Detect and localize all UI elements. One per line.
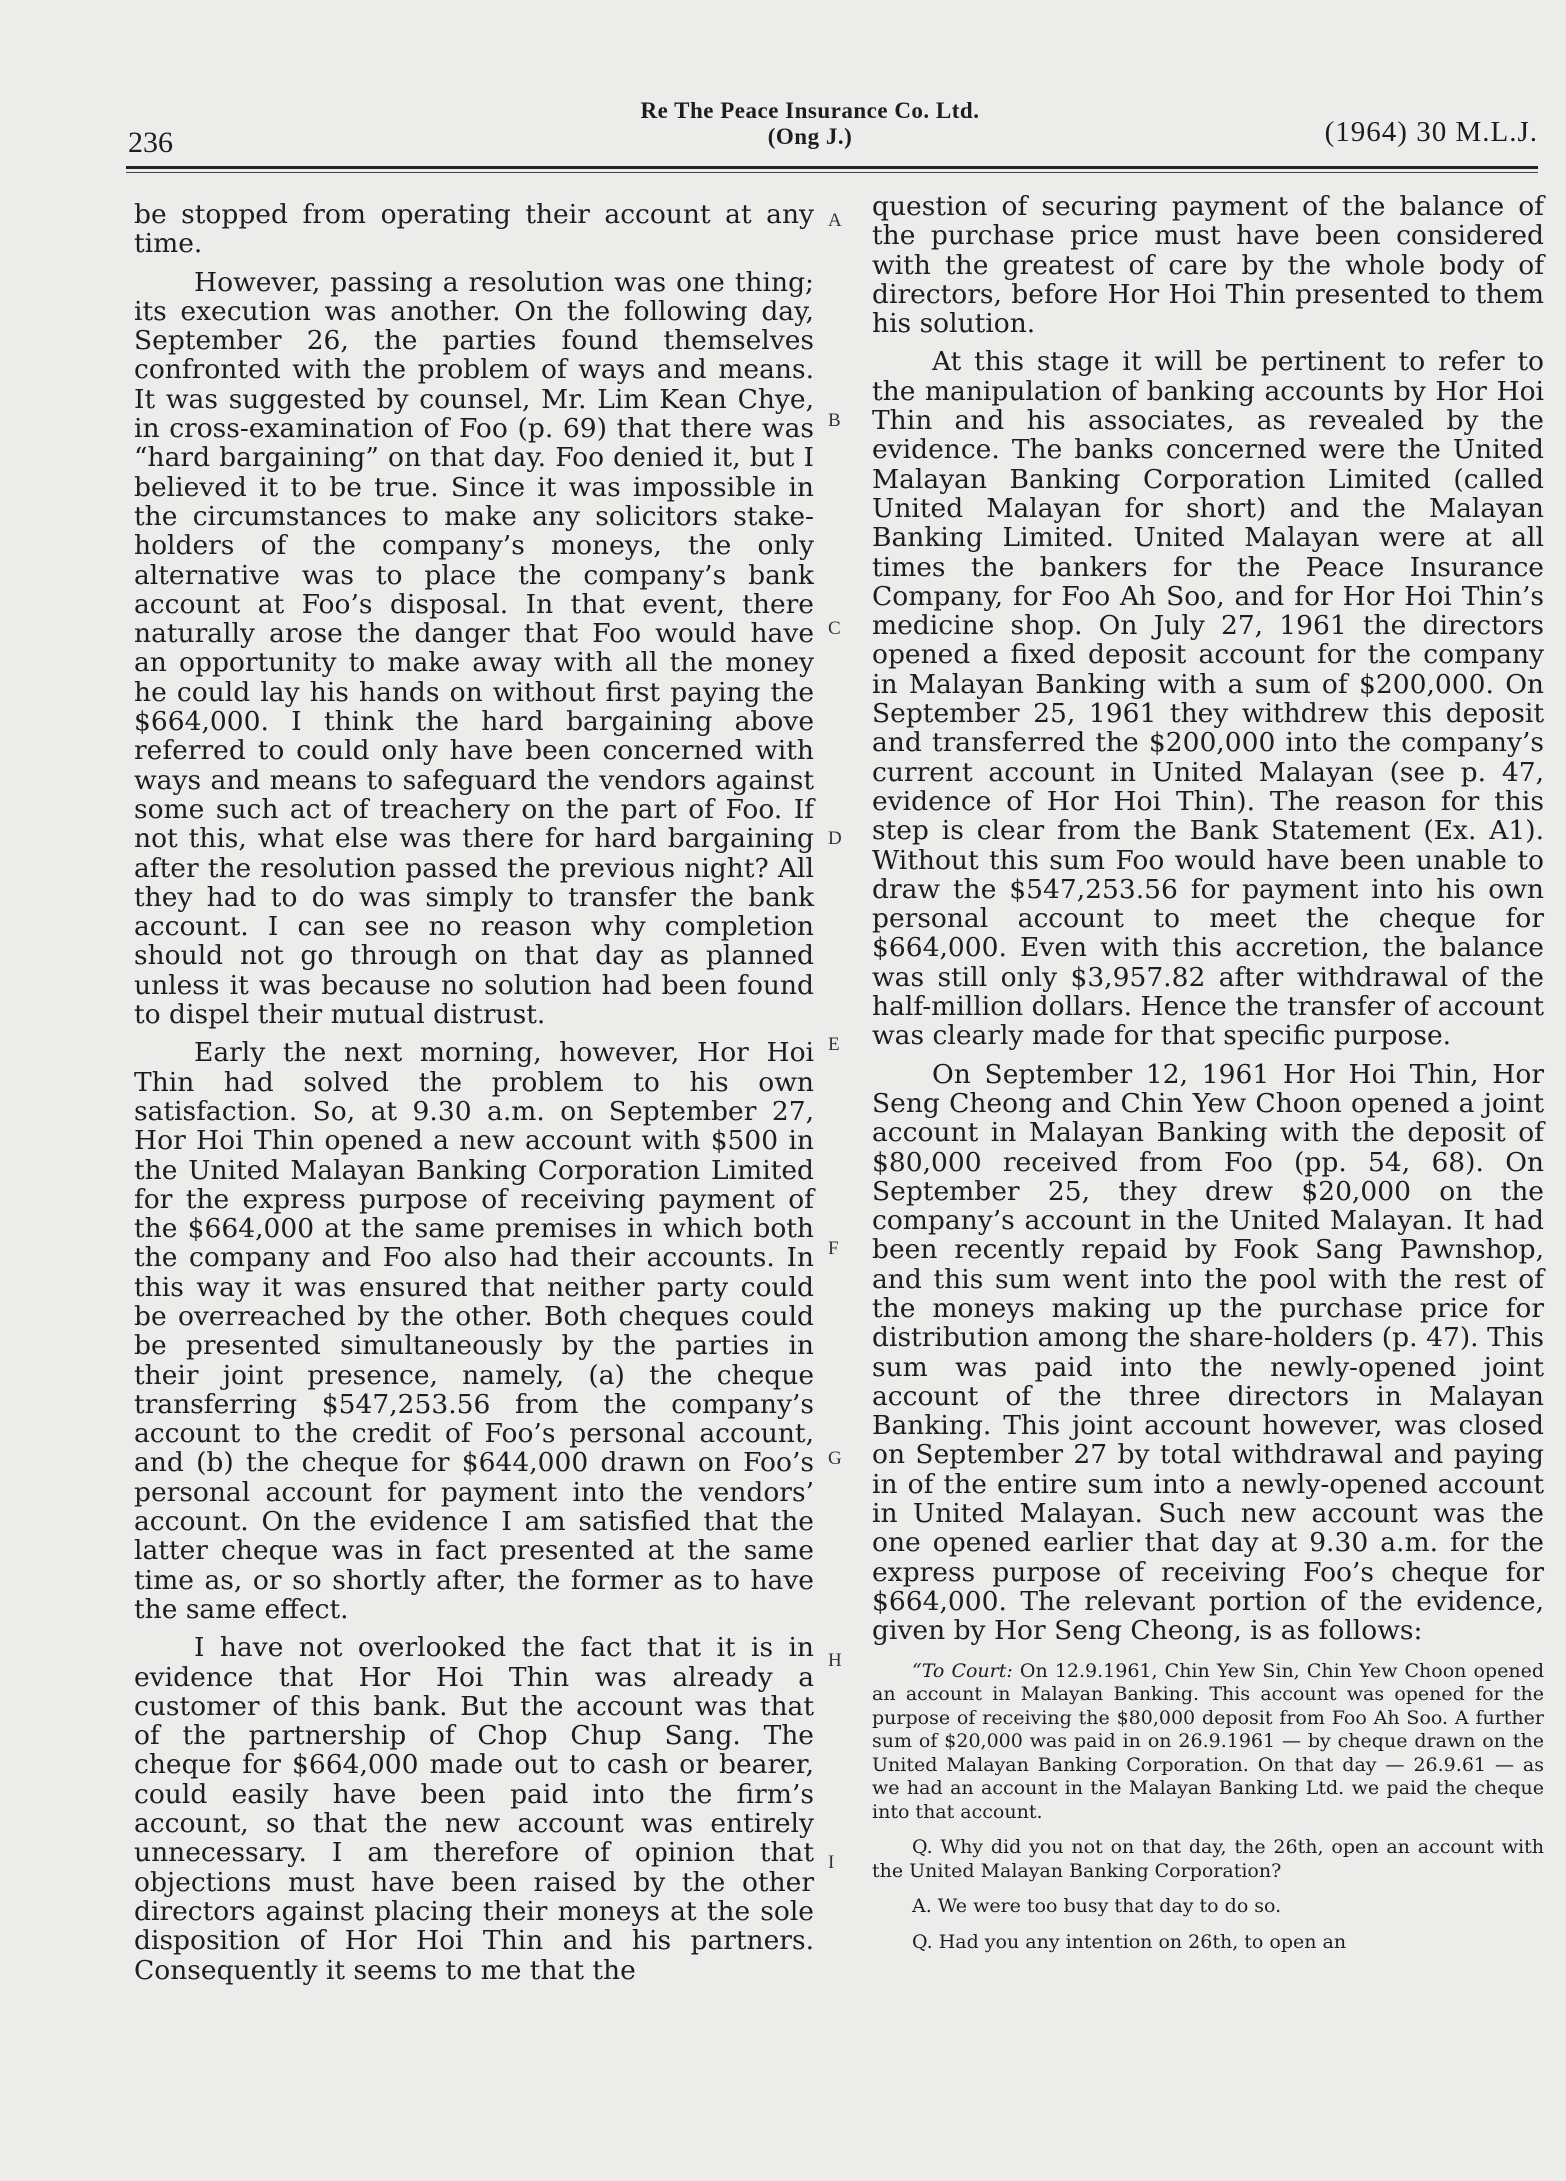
quote-answer: A. We were too busy that day to do so. bbox=[912, 1895, 1282, 1918]
citation: (1964) 30 M.L.J. bbox=[1324, 116, 1538, 148]
right-column bbox=[872, 192, 1544, 1954]
running-title-judge: (Ong J.) bbox=[767, 124, 853, 149]
quote-question: Q. Why did you not on that day, the 26th, open an account with the United Malayan Banking Corporation? bbox=[872, 1836, 1544, 1882]
paragraph: However, passing a resolution was one thing; its execution was another. On the following day, September 26, the parties found themselves confronted with the problem of ways and means. It was suggested by counsel, Mr. Lim Kean Chye, in cross-examination of Foo (p. 69) that there was “hard bargaining” on that day. Foo denied it, but I believed it to be true. Since it was impossible in the circumstances to make any solicitors stake-holders of the company’s moneys, the only alternative was to place the company’s bank account at Foo’s disposal. In that event, there naturally arose the danger that Foo would have an opportunity to make away with all the money he could lay his hands on without first paying the $664,000. I think the hard bargaining above referred to could only have been concerned with ways and means to safeguard the vendors against some such act of treachery on the part of Foo. If not this, what else was there for hard bargaining after the resolution passed the previous night? All they had to do was simply to transfer the bank account. I can see no reason why completion should not go through on that day as planned unless it was because no solution had been found to dispel their mutual distrust. bbox=[134, 266, 814, 1031]
paragraph: At this stage it will be pertinent to refer to the manipulation of banking accounts by Hor Hoi Thin and his associates, as revealed by the evidence. The banks concerned were the United Malayan Banking Corporation Limited (called United Malayan for short) and the Malayan Banking Limited. United Malayan were at all times the bankers for the Peace Insurance Company, for Foo Ah Soo, and for Hor Hoi Thin’s medicine shop. On July 27, 1961 the directors opened a fixed deposit account for the company in Malayan Banking with a sum of $200,000. On September 25, 1961 they withdrew this deposit and transferred the $200,000 into the company’s current account in United Malayan (see p. 47, evidence of Hor Hoi Thin). The reason for this step is clear from the Bank Statement (Ex. A1). Without this sum Foo would have been unable to draw the $547,253.56 for payment into his own personal account to meet the cheque for $664,000. Even with this accretion, the balance was still only $3,957.82 after withdrawal of the half-million dollars. Hence the transfer of account was clearly made for that specific purpose. bbox=[872, 346, 1544, 1052]
margin-marker: B bbox=[828, 410, 841, 431]
page-header bbox=[0, 0, 1566, 190]
quote-court-text: On 12.9.1961, Chin Yew Sin, Chin Yew Choon opened an account in Malayan Banking. This account was opened for the purpose of receiving the $80,000 deposit from Foo Ah Soo. A further sum of $20,000 was paid in on 26.9.1961 — by cheque drawn on the United Malayan Banking Corporation. On that day — 26.9.61 — as we had an account in the Malayan Banking Ltd. we paid the cheque into that account. bbox=[872, 1659, 1544, 1823]
paragraph: I have not overlooked the fact that it is in evidence that Hor Hoi Thin was already a customer of this bank. But the account was that of the partnership of Chop Chup Sang. The cheque for $664,000 made out to cash or bearer, could easily have been paid into the firm’s account, so that the new account was entirely unnecessary. I am therefore of opinion that objections must have been raised by the other directors against placing their moneys at the sole disposition of Hor Hoi Thin and his partners. Consequently it seems to me that the bbox=[134, 1632, 814, 1986]
left-column bbox=[134, 200, 814, 1985]
paragraph: On September 12, 1961 Hor Hoi Thin, Hor Seng Cheong and Chin Yew Choon opened a joint account in Malayan Banking with the deposit of $80,000 received from Foo (pp. 54, 68). On September 25, they drew $20,000 on the company’s account in the United Malayan. It had been recently repaid by Fook Sang Pawnshop, and this sum went into the pool with the rest of the moneys making up the purchase price for distribution among the share-holders (p. 47). This sum was paid into the newly-opened joint account of the three directors in Malayan Banking. This joint account however, was closed on September 27 by total withdrawal and paying in of the entire sum into a newly-opened account in United Malayan. Such new account was the one opened earlier that day at 9.30 a.m. for the express purpose of receiving Foo’s cheque for $664,000. The relevant portion of the evidence, given by Hor Seng Cheong, is as follows: bbox=[872, 1058, 1544, 1647]
margin-marker: C bbox=[828, 618, 841, 639]
margin-marker: G bbox=[828, 1448, 842, 1469]
quote-question: Q. Had you any intention on 26th, to open an bbox=[912, 1930, 1347, 1953]
margin-marker: H bbox=[828, 1650, 842, 1671]
margin-marker: A bbox=[828, 210, 842, 231]
paragraph: Early the next morning, however, Hor Hoi Thin had solved the problem to his own satisfaction. So, at 9.30 a.m. on September 27, Hor Hoi Thin opened a new account with $500 in the United Malayan Banking Corporation Limited for the express purpose of receiving payment of the $664,000 at the same premises in which both the company and Foo also had their accounts. In this way it was ensured that neither party could be overreached by the other. Both cheques could be presented simultaneously by the parties in their joint presence, namely, (a) the cheque transferring $547,253.56 from the company’s account to the credit of Foo’s personal account, and (b) the cheque for $644,000 drawn on Foo’s personal account for payment into the vendors’ account. On the evidence I am satisfied that the latter cheque was in fact presented at the same time as, or so shortly after, the former as to have the same effect. bbox=[134, 1037, 814, 1625]
page-number: 236 bbox=[128, 126, 173, 159]
header-rule bbox=[126, 166, 1538, 169]
header-rule-thin bbox=[126, 172, 1538, 173]
evidence-quote bbox=[872, 1660, 1544, 1955]
running-title-case: Re The Peace Insurance Co. Ltd. bbox=[640, 98, 980, 123]
running-title bbox=[560, 98, 1060, 150]
paragraph: be stopped from operating their account at any time. bbox=[134, 199, 814, 260]
quote-court-paragraph bbox=[872, 1660, 1544, 1825]
quote-court-label: “To Court: bbox=[912, 1659, 1013, 1682]
margin-marker: I bbox=[828, 1852, 835, 1873]
margin-marker: E bbox=[828, 1034, 840, 1055]
margin-marker: F bbox=[828, 1238, 839, 1259]
paragraph: question of securing payment of the balance of the purchase price must have been considered with the greatest of care by the whole body of directors, before Hor Hoi Thin presented to them his solution. bbox=[872, 191, 1544, 340]
margin-marker: D bbox=[828, 828, 842, 849]
